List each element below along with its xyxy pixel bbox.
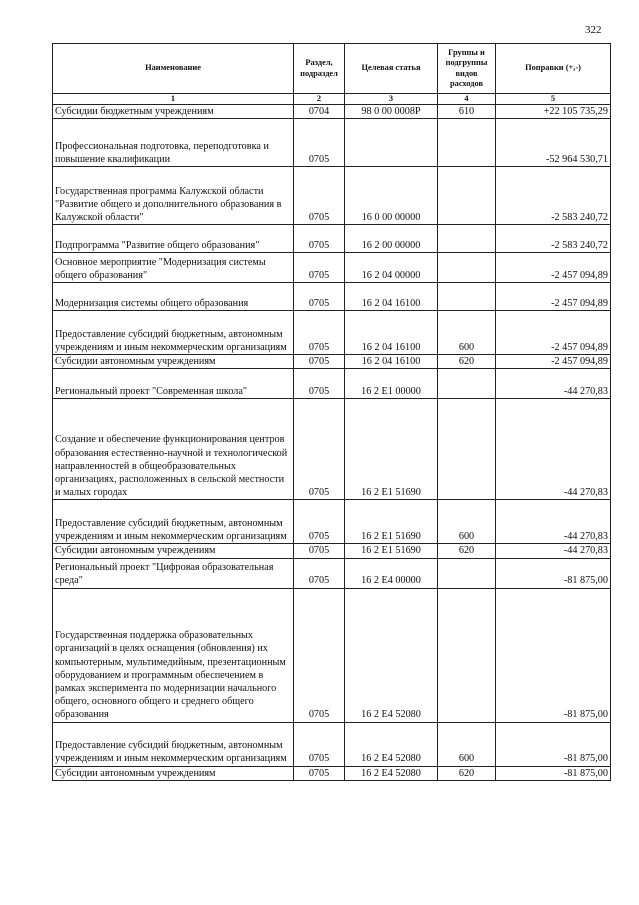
row-name: Предоставление субсидий бюджетным, автономным учреждениям и иным некоммерческим организациям [53, 500, 294, 544]
row-target: 16 2 00 00000 [345, 225, 438, 253]
row-amount: -2 583 240,72 [496, 225, 611, 253]
row-target: 16 2 E1 51690 [345, 399, 438, 500]
row-group: 620 [438, 355, 496, 369]
row-group [438, 283, 496, 311]
row-amount: -44 270,83 [496, 399, 611, 500]
row-amount: -81 875,00 [496, 722, 611, 766]
row-target: 16 2 E4 52080 [345, 588, 438, 722]
table-row [53, 283, 611, 311]
row-group [438, 588, 496, 722]
row-section: 0705 [294, 253, 345, 283]
row-amount: -81 875,00 [496, 558, 611, 588]
table-row [53, 558, 611, 588]
row-amount: -81 875,00 [496, 588, 611, 722]
row-section: 0705 [294, 369, 345, 399]
row-section: 0705 [294, 311, 345, 355]
row-amount: -2 583 240,72 [496, 167, 611, 225]
row-section: 0705 [294, 588, 345, 722]
row-target: 16 2 E1 51690 [345, 544, 438, 558]
row-group [438, 558, 496, 588]
row-name: Создание и обеспечение функционирования центров образования естественно-научной и технологической направленностей в общеобразовательных организациях, расположенных в сельской местности и малых городах [53, 399, 294, 500]
header-section: Раздел, подраздел [294, 44, 345, 94]
column-number-row [53, 94, 611, 105]
row-amount: -52 964 530,71 [496, 119, 611, 167]
table-row [53, 500, 611, 544]
row-target: 16 2 04 16100 [345, 283, 438, 311]
row-target: 16 2 E4 00000 [345, 558, 438, 588]
row-section: 0705 [294, 355, 345, 369]
table-header-row [53, 44, 611, 94]
table-row [53, 399, 611, 500]
row-group [438, 119, 496, 167]
row-target: 16 2 E1 51690 [345, 500, 438, 544]
row-name: Профессиональная подготовка, переподготовка и повышение квалификации [53, 119, 294, 167]
table-row [53, 544, 611, 558]
header-name: Наименование [53, 44, 294, 94]
header-amount: Поправки (+,-) [496, 44, 611, 94]
row-target: 16 2 E4 52080 [345, 722, 438, 766]
row-target: 16 2 E1 00000 [345, 369, 438, 399]
table-row [53, 311, 611, 355]
row-section: 0705 [294, 119, 345, 167]
column-number: 1 [53, 94, 294, 105]
table-row [53, 766, 611, 780]
table-row [53, 225, 611, 253]
row-section: 0705 [294, 766, 345, 780]
row-name: Субсидии автономным учреждениям [53, 766, 294, 780]
table-row [53, 355, 611, 369]
row-section: 0705 [294, 225, 345, 253]
row-section: 0705 [294, 722, 345, 766]
row-amount: -81 875,00 [496, 766, 611, 780]
row-name: Государственная программа Калужской области "Развитие общего и дополнительного образования в Калужской области" [53, 167, 294, 225]
row-name: Предоставление субсидий бюджетным, автономным учреждениям и иным некоммерческим организациям [53, 722, 294, 766]
page-number: 322 [585, 24, 602, 36]
row-target: 98 0 00 0008P [345, 105, 438, 119]
table-row [53, 722, 611, 766]
row-name: Предоставление субсидий бюджетным, автономным учреждениям и иным некоммерческим организациям [53, 311, 294, 355]
row-section: 0704 [294, 105, 345, 119]
table-row [53, 119, 611, 167]
row-name: Основное мероприятие "Модернизация системы общего образования" [53, 253, 294, 283]
row-group: 600 [438, 500, 496, 544]
row-section: 0705 [294, 500, 345, 544]
row-target: 16 2 04 16100 [345, 311, 438, 355]
row-amount: -44 270,83 [496, 544, 611, 558]
row-group [438, 225, 496, 253]
row-section: 0705 [294, 558, 345, 588]
table-row [53, 167, 611, 225]
row-amount: -2 457 094,89 [496, 283, 611, 311]
row-name: Региональный проект "Современная школа" [53, 369, 294, 399]
row-amount: +22 105 735,29 [496, 105, 611, 119]
row-target [345, 119, 438, 167]
row-amount: -44 270,83 [496, 500, 611, 544]
row-group: 600 [438, 311, 496, 355]
row-section: 0705 [294, 167, 345, 225]
row-target: 16 0 00 00000 [345, 167, 438, 225]
row-section: 0705 [294, 283, 345, 311]
row-group [438, 399, 496, 500]
table-row [53, 105, 611, 119]
row-name: Государственная поддержка образовательных организаций в целях оснащения (обновления) их компьютерным, мультимедийным, презентационным оборудованием и программным обеспечением в рамках эксперимента по модернизации начального общего, основного общего и среднего общего образования [53, 588, 294, 722]
column-number: 3 [345, 94, 438, 105]
row-group: 600 [438, 722, 496, 766]
row-group [438, 369, 496, 399]
row-name: Подпрограмма "Развитие общего образования" [53, 225, 294, 253]
row-section: 0705 [294, 544, 345, 558]
row-name: Модернизация системы общего образования [53, 283, 294, 311]
row-group: 620 [438, 544, 496, 558]
row-name: Субсидии автономным учреждениям [53, 355, 294, 369]
row-target: 16 2 04 16100 [345, 355, 438, 369]
row-group: 620 [438, 766, 496, 780]
row-name: Субсидии бюджетным учреждениям [53, 105, 294, 119]
table-row [53, 588, 611, 722]
table-row [53, 369, 611, 399]
budget-amendments-table [52, 43, 611, 781]
row-group: 610 [438, 105, 496, 119]
column-number: 5 [496, 94, 611, 105]
row-amount: -2 457 094,89 [496, 355, 611, 369]
row-name: Субсидии автономным учреждениям [53, 544, 294, 558]
row-group [438, 167, 496, 225]
row-section: 0705 [294, 399, 345, 500]
column-number: 4 [438, 94, 496, 105]
row-amount: -44 270,83 [496, 369, 611, 399]
row-name: Региональный проект "Цифровая образовательная среда" [53, 558, 294, 588]
row-group [438, 253, 496, 283]
header-group: Группы и подгруппы видов расходов [438, 44, 496, 94]
row-amount: -2 457 094,89 [496, 253, 611, 283]
table-row [53, 253, 611, 283]
row-target: 16 2 04 00000 [345, 253, 438, 283]
column-number: 2 [294, 94, 345, 105]
header-target: Целевая статья [345, 44, 438, 94]
row-amount: -2 457 094,89 [496, 311, 611, 355]
row-target: 16 2 E4 52080 [345, 766, 438, 780]
